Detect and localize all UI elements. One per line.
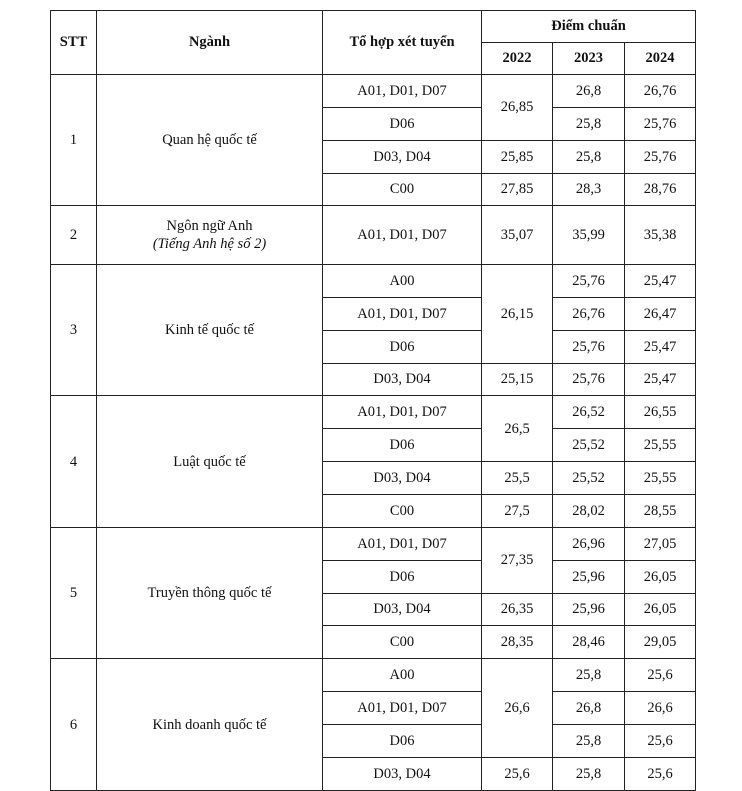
score-2023-cell: 28,3 xyxy=(553,173,625,206)
score-2022-cell: 27,35 xyxy=(482,527,553,593)
score-2023-cell: 28,46 xyxy=(553,626,625,659)
header-score: Điểm chuẩn xyxy=(482,11,696,43)
combo-cell: D06 xyxy=(323,724,482,757)
major-cell: Kinh doanh quốc tế xyxy=(97,659,323,791)
combo-cell: D03, D04 xyxy=(323,757,482,790)
stt-cell: 6 xyxy=(51,659,97,791)
major-note: (Tiếng Anh hệ số 2) xyxy=(152,236,267,253)
combo-cell: D06 xyxy=(323,429,482,462)
major-cell: Kinh tế quốc tế xyxy=(97,264,323,395)
score-2024-cell: 26,76 xyxy=(625,75,696,108)
combo-cell: A01, D01, D07 xyxy=(323,297,482,330)
table-row xyxy=(51,75,696,108)
combo-cell: D06 xyxy=(323,560,482,593)
header-year-2024: 2024 xyxy=(625,43,696,75)
score-2023-cell: 35,99 xyxy=(553,206,625,265)
header-combo: Tổ hợp xét tuyển xyxy=(323,11,482,75)
score-2022-cell: 27,85 xyxy=(482,173,553,206)
score-2024-cell: 28,76 xyxy=(625,173,696,206)
score-2023-cell: 25,8 xyxy=(553,107,625,140)
score-2023-cell: 25,8 xyxy=(553,659,625,692)
combo-cell: D03, D04 xyxy=(323,363,482,396)
score-2024-cell: 35,38 xyxy=(625,206,696,265)
score-2023-cell: 25,76 xyxy=(553,363,625,396)
combo-cell: D06 xyxy=(323,107,482,140)
score-2024-cell: 25,76 xyxy=(625,140,696,173)
score-2023-cell: 25,8 xyxy=(553,140,625,173)
combo-cell: D06 xyxy=(323,330,482,363)
score-2024-cell: 25,47 xyxy=(625,264,696,297)
major-cell: Truyền thông quốc tế xyxy=(97,527,323,658)
table-row xyxy=(51,396,696,429)
stt-cell: 2 xyxy=(51,206,97,265)
combo-cell: A00 xyxy=(323,264,482,297)
table-row xyxy=(51,527,696,560)
score-2023-cell: 25,52 xyxy=(553,462,625,495)
combo-cell: A01, D01, D07 xyxy=(323,396,482,429)
stt-cell: 5 xyxy=(51,527,97,658)
table-row xyxy=(51,206,696,265)
score-2022-cell: 27,5 xyxy=(482,494,553,527)
score-2024-cell: 26,05 xyxy=(625,593,696,626)
score-2022-cell: 26,35 xyxy=(482,593,553,626)
stt-cell: 4 xyxy=(51,396,97,527)
score-2024-cell: 28,55 xyxy=(625,494,696,527)
score-2024-cell: 25,6 xyxy=(625,757,696,790)
score-2023-cell: 25,8 xyxy=(553,724,625,757)
score-2022-cell: 26,6 xyxy=(482,659,553,758)
score-2023-cell: 28,02 xyxy=(553,494,625,527)
major-cell: Luật quốc tế xyxy=(97,396,323,527)
score-2024-cell: 26,05 xyxy=(625,560,696,593)
stt-cell: 1 xyxy=(51,75,97,206)
score-2022-cell: 26,85 xyxy=(482,75,553,141)
score-2024-cell: 27,05 xyxy=(625,527,696,560)
combo-cell: A00 xyxy=(323,659,482,692)
score-2022-cell: 25,5 xyxy=(482,462,553,495)
score-2022-cell: 26,5 xyxy=(482,396,553,462)
major-cell: Quan hệ quốc tế xyxy=(97,75,323,206)
score-2024-cell: 26,6 xyxy=(625,692,696,725)
header-major: Ngành xyxy=(97,11,323,75)
combo-cell: C00 xyxy=(323,173,482,206)
combo-cell: D03, D04 xyxy=(323,140,482,173)
stt-cell: 3 xyxy=(51,264,97,395)
combo-cell: A01, D01, D07 xyxy=(323,692,482,725)
score-2024-cell: 25,55 xyxy=(625,462,696,495)
table-row xyxy=(51,264,696,297)
score-2023-cell: 26,8 xyxy=(553,692,625,725)
score-2024-cell: 25,6 xyxy=(625,659,696,692)
score-2023-cell: 25,52 xyxy=(553,429,625,462)
score-2023-cell: 25,96 xyxy=(553,593,625,626)
score-2024-cell: 29,05 xyxy=(625,626,696,659)
score-2023-cell: 25,76 xyxy=(553,264,625,297)
score-2023-cell: 26,96 xyxy=(553,527,625,560)
admission-score-table xyxy=(50,10,696,791)
combo-cell: C00 xyxy=(323,494,482,527)
score-2024-cell: 25,76 xyxy=(625,107,696,140)
score-2022-cell: 25,6 xyxy=(482,757,553,790)
major-name: Ngôn ngữ Anh xyxy=(166,218,253,235)
major-cell xyxy=(97,206,323,265)
score-2024-cell: 25,47 xyxy=(625,363,696,396)
header-year-2022: 2022 xyxy=(482,43,553,75)
score-2024-cell: 25,55 xyxy=(625,429,696,462)
combo-cell: C00 xyxy=(323,626,482,659)
score-2024-cell: 25,47 xyxy=(625,330,696,363)
combo-cell: D03, D04 xyxy=(323,462,482,495)
score-2023-cell: 25,96 xyxy=(553,560,625,593)
table-row xyxy=(51,659,696,692)
score-2023-cell: 25,76 xyxy=(553,330,625,363)
score-2022-cell: 25,15 xyxy=(482,363,553,396)
combo-cell: A01, D01, D07 xyxy=(323,75,482,108)
combo-cell: A01, D01, D07 xyxy=(323,527,482,560)
score-2022-cell: 26,15 xyxy=(482,264,553,363)
score-2023-cell: 26,76 xyxy=(553,297,625,330)
header-stt: STT xyxy=(51,11,97,75)
combo-cell: D03, D04 xyxy=(323,593,482,626)
score-2023-cell: 26,8 xyxy=(553,75,625,108)
score-2024-cell: 26,47 xyxy=(625,297,696,330)
score-2022-cell: 35,07 xyxy=(482,206,553,265)
score-2023-cell: 26,52 xyxy=(553,396,625,429)
header-year-2023: 2023 xyxy=(553,43,625,75)
score-2022-cell: 25,85 xyxy=(482,140,553,173)
score-2024-cell: 26,55 xyxy=(625,396,696,429)
score-2024-cell: 25,6 xyxy=(625,724,696,757)
combo-cell: A01, D01, D07 xyxy=(323,206,482,265)
score-2023-cell: 25,8 xyxy=(553,757,625,790)
score-2022-cell: 28,35 xyxy=(482,626,553,659)
